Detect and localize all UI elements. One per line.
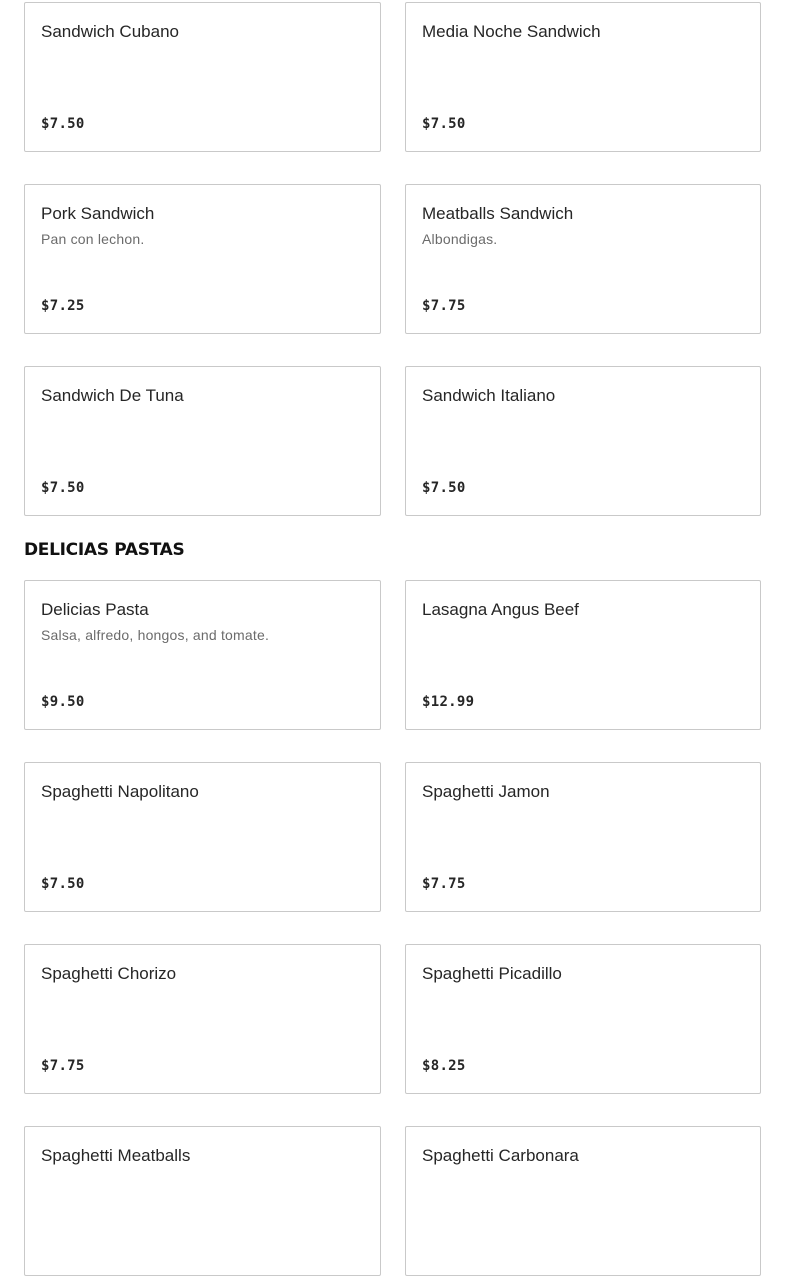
item-price: $7.50 <box>41 116 85 132</box>
item-description: Salsa, alfredo, hongos, and tomate. <box>41 627 270 643</box>
item-name: Spaghetti Carbonara <box>422 1146 579 1165</box>
item-price: $7.50 <box>41 876 85 892</box>
item-price: $7.75 <box>41 1058 85 1074</box>
menu-item-card[interactable] <box>405 1126 761 1276</box>
menu-item-card[interactable] <box>405 2 761 152</box>
item-name: Meatballs Sandwich <box>422 204 574 223</box>
menu-item-card[interactable] <box>24 2 381 152</box>
item-price: $7.25 <box>41 298 85 314</box>
item-price: $8.25 <box>422 1058 466 1074</box>
menu-item-card[interactable] <box>24 184 381 334</box>
item-price: $9.50 <box>41 694 85 710</box>
menu-item-card[interactable] <box>405 580 761 730</box>
menu-item-card[interactable] <box>405 762 761 912</box>
item-name: Spaghetti Jamon <box>422 782 550 801</box>
menu-item-card[interactable] <box>405 366 761 516</box>
item-name: Sandwich Italiano <box>422 386 556 405</box>
menu-item-card[interactable] <box>24 762 381 912</box>
menu-item-card[interactable] <box>24 580 381 730</box>
item-name: Delicias Pasta <box>41 600 149 619</box>
menu-item-card[interactable] <box>405 184 761 334</box>
item-price: $7.50 <box>41 480 85 496</box>
item-price: $7.75 <box>422 876 466 892</box>
menu-item-card[interactable] <box>24 944 381 1094</box>
item-price: $12.99 <box>422 694 475 710</box>
item-name: Spaghetti Napolitano <box>41 782 199 801</box>
menu-item-card[interactable] <box>24 366 381 516</box>
item-price: $7.75 <box>422 298 466 314</box>
item-name: Media Noche Sandwich <box>422 22 601 41</box>
item-description: Pan con lechon. <box>41 231 145 247</box>
item-price: $7.50 <box>422 480 466 496</box>
item-description: Albondigas. <box>422 231 498 247</box>
menu-item-card[interactable] <box>24 1126 381 1276</box>
section-title-pastas: DELICIAS PASTAS <box>24 540 185 560</box>
item-name: Sandwich De Tuna <box>41 386 184 405</box>
item-name: Lasagna Angus Beef <box>422 600 579 619</box>
menu-item-card[interactable] <box>405 944 761 1094</box>
item-name: Spaghetti Picadillo <box>422 964 562 983</box>
item-name: Pork Sandwich <box>41 204 155 223</box>
item-price: $7.50 <box>422 116 466 132</box>
item-name: Spaghetti Meatballs <box>41 1146 191 1165</box>
item-name: Spaghetti Chorizo <box>41 964 177 983</box>
item-name: Sandwich Cubano <box>41 22 179 41</box>
